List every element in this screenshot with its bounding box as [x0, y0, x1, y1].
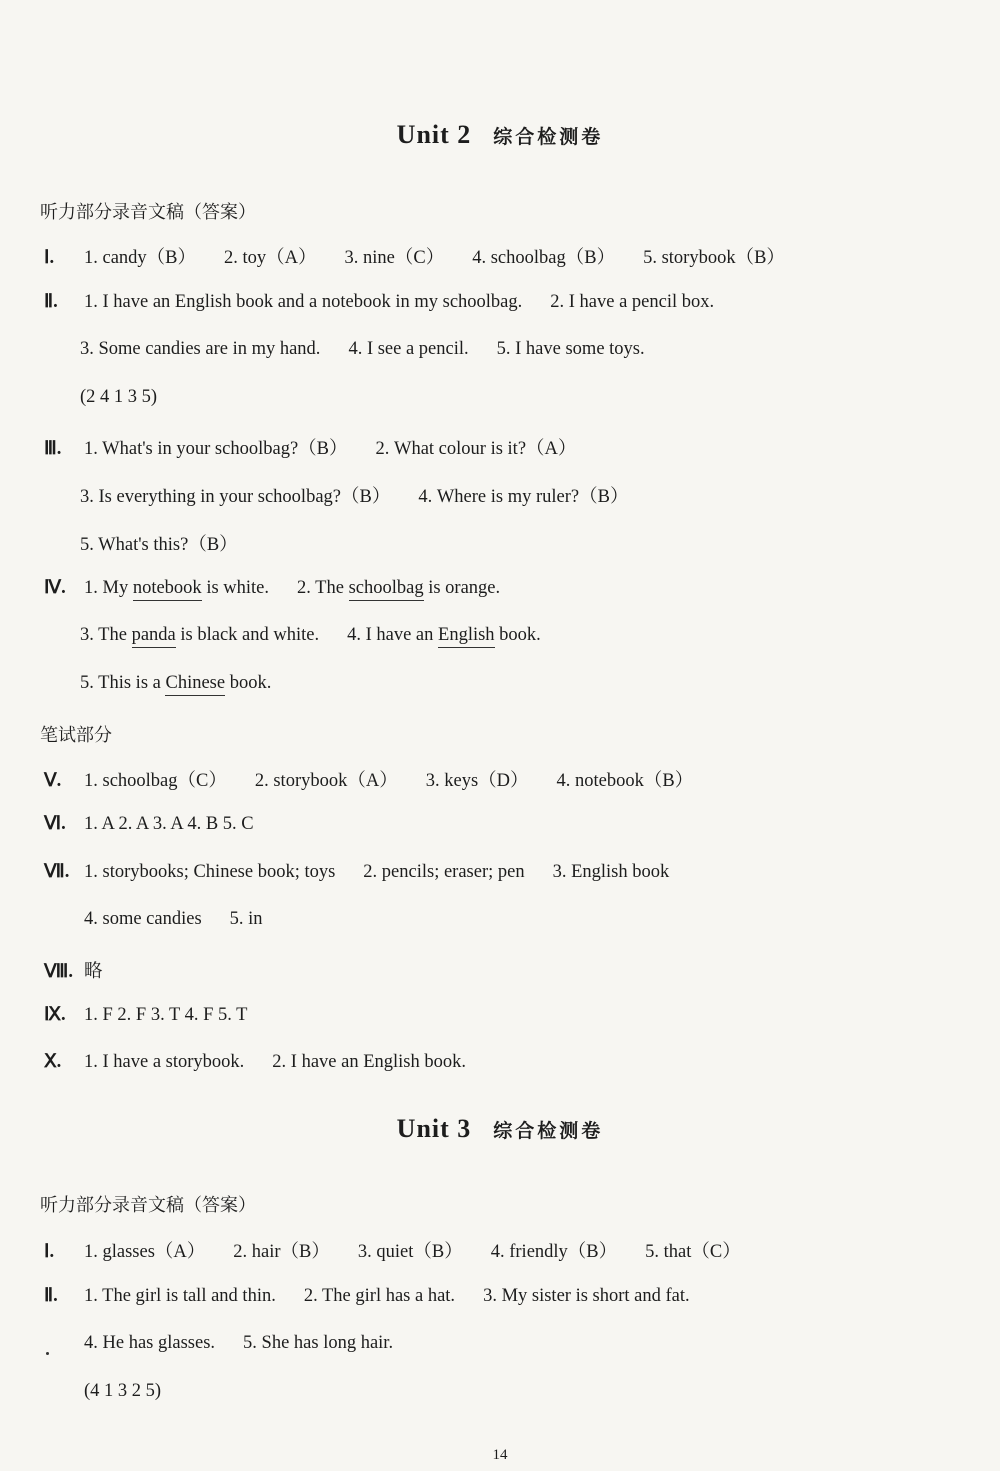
unit2-section-4-line2 [80, 625, 541, 646]
underlined-answer: English [438, 625, 495, 648]
unit2-section-4-line3 [80, 673, 271, 694]
answer-item: 5. that（C） [645, 1242, 741, 1262]
unit2-section-2-line1 [44, 291, 714, 313]
sentence-part: book. [225, 673, 272, 693]
unit2-title [0, 120, 1000, 150]
answer-item: 2. storybook（A） [254, 771, 398, 791]
unit3-section-2-order: (4 1 3 2 5) [84, 1381, 162, 1401]
sentence: 1. I have an English book and a notebook in my schoolbag. [84, 292, 523, 312]
unit2-section-3-line3 [80, 530, 238, 556]
unit2-listening-heading: 听力部分录音文稿（答案） [40, 202, 256, 223]
unit2-section-6 [44, 813, 254, 835]
unit2-section-3-line2 [80, 482, 628, 508]
roman-numeral: Ⅹ. [44, 1052, 62, 1072]
sentence: 3. Is everything in your schoolbag?（B） [80, 487, 391, 507]
sentence: 3. My sister is short and fat. [483, 1286, 690, 1306]
sentence-part: 4. I have an [347, 625, 439, 645]
unit2-section-2-order: (2 4 1 3 5) [80, 387, 158, 407]
roman-numeral: Ⅷ. [44, 962, 73, 982]
underlined-answer: notebook [133, 578, 202, 601]
answer-item: 3. nine（C） [344, 248, 445, 268]
answer-item: 1. storybooks; Chinese book; toys [84, 862, 336, 882]
unit2-section-9 [44, 1004, 247, 1026]
roman-numeral: Ⅶ. [44, 862, 70, 882]
roman-numeral: Ⅱ. [44, 1286, 58, 1306]
sentence-part: 2. The [297, 578, 349, 598]
unit2-section-1 [44, 243, 785, 269]
unit3-listening-heading: 听力部分录音文稿（答案） [40, 1195, 256, 1216]
underlined-answer: Chinese [165, 673, 225, 696]
sentence: 4. I see a pencil. [348, 339, 469, 359]
sentence-part: is black and white. [175, 625, 320, 645]
roman-numeral: Ⅱ. [44, 292, 58, 312]
answer-item: 1. glasses（A） [84, 1242, 206, 1262]
answer-text: 1. F 2. F 3. T 4. F 5. T [84, 1005, 248, 1025]
sentence-part: 1. My [84, 578, 133, 598]
sentence: 1. What's in your schoolbag?（B） [84, 439, 348, 459]
roman-numeral: Ⅰ. [44, 1242, 55, 1262]
answer-item: 4. friendly（B） [490, 1242, 618, 1262]
underlined-answer: panda [132, 625, 176, 648]
unit2-title-en: Unit 2 [396, 120, 472, 149]
sentence: 4. Where is my ruler?（B） [418, 487, 629, 507]
unit3-section-2-line2 [84, 1333, 393, 1354]
unit2-section-7-line2 [84, 909, 263, 930]
sentence: 5. I have some toys. [496, 339, 645, 359]
unit2-section-4-line1 [44, 577, 500, 599]
unit2-section-8 [44, 957, 103, 983]
sentence-part: 3. The [80, 625, 132, 645]
unit2-section-2-line2 [80, 339, 645, 360]
unit2-written-heading: 笔试部分 [40, 725, 112, 746]
roman-numeral: Ⅰ. [44, 248, 55, 268]
unit3-section-1 [44, 1237, 741, 1263]
roman-numeral: Ⅲ. [44, 439, 62, 459]
sentence: 1. I have a storybook. [84, 1052, 245, 1072]
answer-item: 3. quiet（B） [357, 1242, 463, 1262]
answer-item: 2. toy（A） [224, 248, 317, 268]
unit2-section-5 [44, 766, 693, 792]
roman-numeral: Ⅴ. [44, 771, 62, 791]
unit3-title-cn: 综合检测卷 [493, 1120, 604, 1142]
unit2-section-7-line1 [44, 861, 669, 883]
answer-item: 2. hair（B） [233, 1242, 330, 1262]
unit3-title [0, 1114, 1000, 1144]
sentence-part: is orange. [423, 578, 501, 598]
answer-item: 3. keys（D） [425, 771, 529, 791]
answer-item: 2. pencils; eraser; pen [363, 862, 525, 882]
speck-mark [46, 1352, 49, 1355]
unit2-section-3-line1 [44, 434, 576, 460]
sentence-part: 5. This is a [80, 673, 166, 693]
answer-text: 1. A 2. A 3. A 4. B 5. C [84, 814, 254, 834]
sentence-part: book. [494, 625, 541, 645]
page-number: 14 [492, 1447, 508, 1463]
sentence: 2. I have an English book. [272, 1052, 466, 1072]
sentence: 3. Some candies are in my hand. [80, 339, 321, 359]
answer-item: 4. schoolbag（B） [472, 248, 616, 268]
sentence: 5. She has long hair. [243, 1333, 394, 1353]
answer-item: 4. some candies [84, 909, 202, 929]
unit3-section-2-line1 [44, 1285, 690, 1307]
unit2-section-10 [44, 1051, 466, 1073]
sentence: 1. The girl is tall and thin. [84, 1286, 276, 1306]
answer-text: 略 [84, 961, 103, 982]
unit3-title-en: Unit 3 [396, 1114, 472, 1143]
sentence: 2. I have a pencil box. [550, 292, 715, 312]
roman-numeral: Ⅳ. [44, 578, 66, 598]
answer-item: 1. schoolbag（C） [84, 771, 227, 791]
unit2-title-cn: 综合检测卷 [493, 126, 604, 148]
sentence-part: is white. [201, 578, 270, 598]
answer-item: 5. in [229, 909, 263, 929]
answer-item: 5. storybook（B） [643, 248, 785, 268]
sentence: 2. The girl has a hat. [303, 1286, 456, 1306]
answer-item: 4. notebook（B） [556, 771, 694, 791]
roman-numeral: Ⅸ. [44, 1005, 66, 1025]
sentence: 4. He has glasses. [84, 1333, 216, 1353]
underlined-answer: schoolbag [349, 578, 424, 601]
roman-numeral: Ⅵ. [44, 814, 66, 834]
sentence: 5. What's this?（B） [80, 535, 238, 555]
answer-item: 3. English book [552, 862, 670, 882]
sentence: 2. What colour is it?（A） [375, 439, 577, 459]
answer-item: 1. candy（B） [84, 248, 197, 268]
